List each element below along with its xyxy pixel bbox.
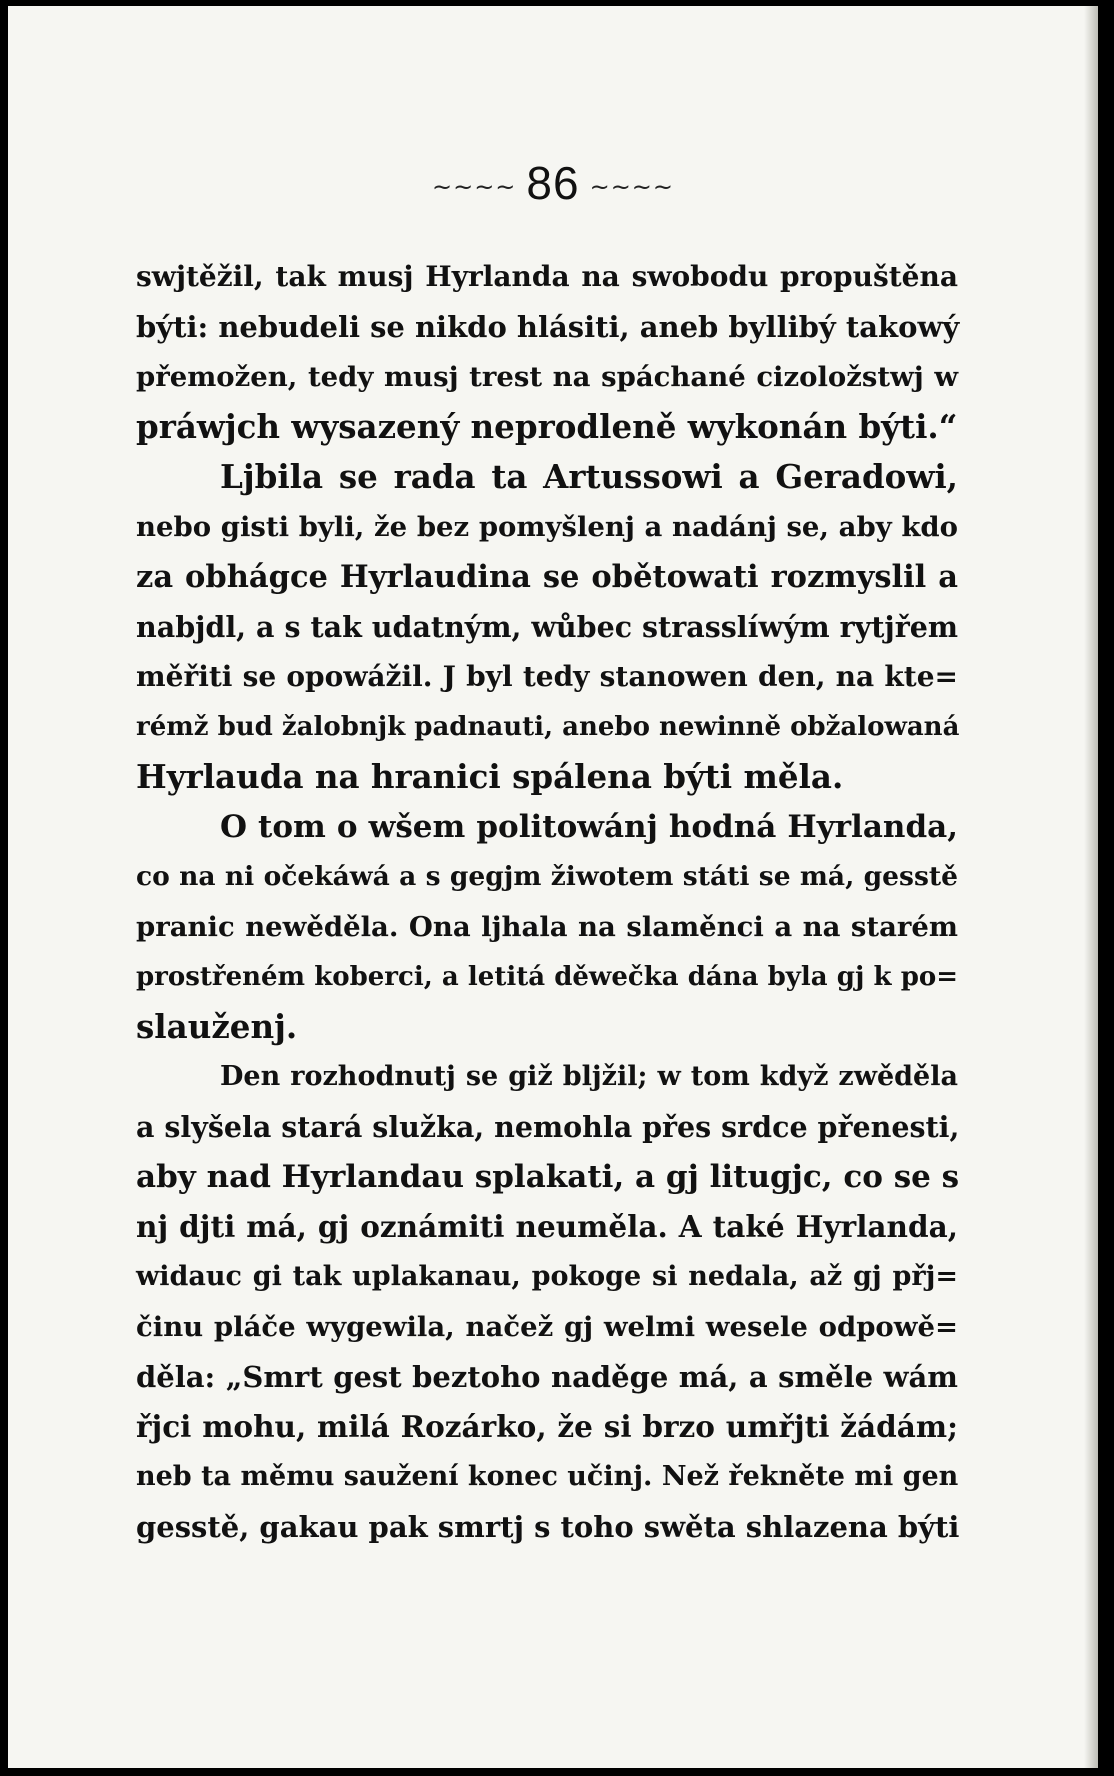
text-line: widauc gi tak uplakanau, pokoge si nedala, až gj přj= bbox=[136, 1261, 958, 1292]
page-number: 86 bbox=[526, 157, 580, 209]
text-line: a slyšela stará služka, nemohla přes srdce přenesti, bbox=[136, 1110, 960, 1144]
text-line: řjci mohu, milá Rozárko, že si brzo umřjti žádám; bbox=[136, 1409, 958, 1444]
page-header bbox=[8, 156, 1098, 210]
text-line: Den rozhodnutj se giž bljžil; w tom když zwěděla bbox=[220, 1061, 958, 1092]
text-line: nj djti má, gj oznámiti neuměla. A také Hyrlanda, bbox=[136, 1209, 958, 1244]
header-ornament-left: ~~~~ bbox=[431, 172, 517, 201]
text-line: neb ta měmu saužení konec učinj. Než řekněte mi gen bbox=[136, 1461, 959, 1492]
text-line: nebo gisti byli, že bez pomyšlenj a nadánj se, aby kdo bbox=[136, 511, 958, 543]
text-line: pranic newěděla. Ona ljhala na slaměnci a na starém bbox=[136, 911, 958, 943]
text-line: za obhágce Hyrlaudina se obětowati rozmyslil a bbox=[136, 559, 958, 595]
text-line: prostřeném koberci, a letitá děwečka dána byla gj k po= bbox=[136, 962, 958, 992]
text-line: Ljbila se rada ta Artussowi a Geradowi, bbox=[220, 457, 958, 496]
body-text bbox=[136, 252, 958, 1552]
text-line: O tom o wšem politowánj hodná Hyrlanda, bbox=[220, 809, 958, 845]
text-line: rémž bud žalobnjk padnauti, anebo newinně obžalowaná bbox=[136, 712, 960, 742]
text-line: práwjch wysazený neprodleně wykonán býti.“ bbox=[136, 407, 958, 446]
text-line: Hyrlauda na hranici spálena býti měla. bbox=[136, 757, 844, 796]
text-line: přemožen, tedy musj trest na spáchané cizoložstwj w bbox=[136, 361, 958, 393]
header-ornament-right: ~~~~ bbox=[589, 172, 675, 201]
text-line: aby nad Hyrlandau splakati, a gj litugjc, co se s bbox=[136, 1159, 960, 1195]
text-line: činu pláče wygewila, načež gj welmi wesele odpowě= bbox=[136, 1311, 958, 1343]
text-line: býti: nebudeli se nikdo hlásiti, aneb byllibý takowý bbox=[136, 310, 960, 344]
text-line: nabjdl, a s tak udatným, wůbec strasslíwým rytjřem bbox=[136, 610, 958, 644]
text-line: co na ni očekáwá a s gegjm žiwotem státi se má, gesstě bbox=[136, 861, 958, 892]
text-line: slauženj. bbox=[136, 1007, 298, 1046]
text-line: gesstě, gakau pak smrtj s toho swěta shlazena býti bbox=[136, 1510, 960, 1544]
text-line: děla: „Smrt gest beztoho naděge má, a směle wám bbox=[136, 1360, 958, 1394]
text-line: swjtěžil, tak musj Hyrlanda na swobodu propuštěna bbox=[136, 260, 958, 293]
book-page bbox=[8, 6, 1098, 1768]
text-line: měřiti se opowážil. J byl tedy stanowen den, na kte= bbox=[136, 660, 958, 693]
